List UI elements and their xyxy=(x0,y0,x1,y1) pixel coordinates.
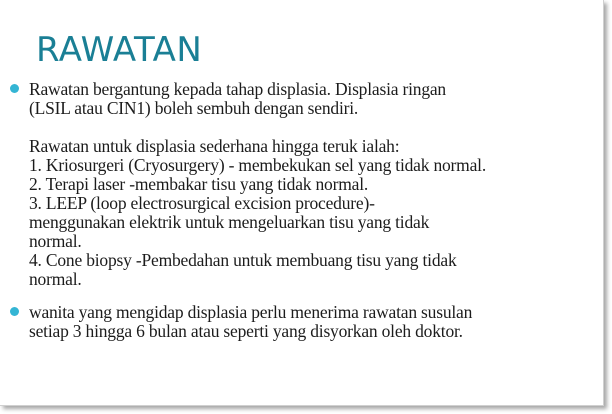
treatment-step-4: 4. Cone biopsy -Pembedahan untuk membuang tisu yang tidak xyxy=(29,250,457,270)
bullet-text-line: (LSIL atau CIN1) boleh sembuh dengan sendiri. xyxy=(29,98,359,118)
bullet-dot-icon xyxy=(10,307,19,316)
bullet-item-treatment xyxy=(8,80,600,289)
bullet-dot-icon xyxy=(10,84,19,93)
slide-title: RAWATAN xyxy=(36,30,203,70)
slide-content xyxy=(8,80,600,341)
bullet-text-line: wanita yang mengidap displasia perlu menerima rawatan susulan xyxy=(29,302,473,322)
treatment-step-3-cont: normal. xyxy=(29,231,82,251)
treatment-step-2: 2. Terapi laser -membakar tisu yang tidak normal. xyxy=(29,174,369,194)
treatment-intro-line: Rawatan untuk displasia sederhana hingga teruk ialah: xyxy=(29,136,400,156)
bullet-item-followup xyxy=(8,303,600,341)
treatment-step-3-cont: menggunakan elektrik untuk mengeluarkan tisu yang tidak xyxy=(29,212,430,232)
treatment-step-4-cont: normal. xyxy=(29,269,82,289)
bullet-text-line: Rawatan bergantung kepada tahap displasia. Displasia ringan xyxy=(29,79,446,99)
treatment-step-3: 3. LEEP (loop electrosurgical excision procedure)- xyxy=(29,193,375,213)
bullet-text-line: setiap 3 hingga 6 bulan atau seperti yang disyorkan oleh doktor. xyxy=(29,321,463,341)
paragraph-spacer xyxy=(29,118,600,137)
treatment-step-1: 1. Kriosurgeri (Cryosurgery) - membekukan sel yang tidak normal. xyxy=(29,155,486,175)
